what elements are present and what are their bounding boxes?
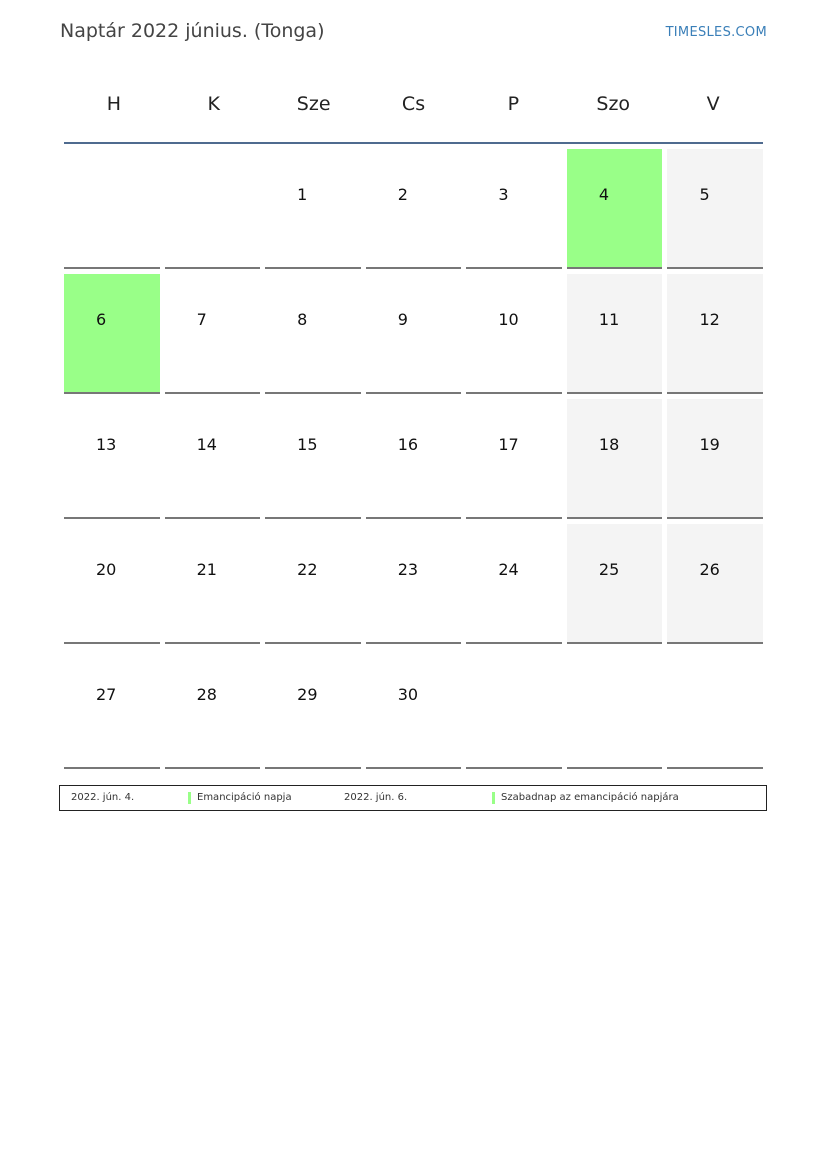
day-number: 2 [397, 185, 408, 204]
day-cell [265, 649, 361, 769]
day-cell [567, 399, 663, 519]
day-number: 27 [96, 685, 117, 704]
day-number: 19 [699, 435, 720, 454]
calendar-week-row [64, 399, 763, 519]
legend-marker-1 [188, 792, 191, 804]
day-number: 17 [498, 435, 519, 454]
day-cell [466, 149, 562, 269]
weekday-saturday: Szo [596, 93, 631, 115]
legend-marker-2 [492, 792, 495, 804]
day-number: 16 [397, 435, 419, 454]
day-number: 18 [598, 435, 620, 454]
day-cell [466, 524, 562, 644]
day-cell [466, 399, 562, 519]
calendar-week-row [64, 649, 763, 769]
calendar-week-row [64, 274, 763, 394]
empty-day-cell [165, 149, 261, 269]
day-cell [64, 524, 160, 644]
day-cell [366, 274, 462, 394]
day-number: 30 [397, 685, 419, 704]
holiday-day-cell [64, 274, 160, 394]
day-number: 26 [699, 560, 720, 579]
day-number: 10 [498, 310, 519, 329]
day-cell [64, 399, 160, 519]
day-cell [265, 524, 361, 644]
day-number: 15 [297, 435, 318, 454]
day-number: 13 [96, 435, 117, 454]
day-cell [366, 649, 462, 769]
day-cell [366, 399, 462, 519]
day-cell [667, 149, 763, 269]
calendar-week-row [64, 149, 763, 269]
weekday-wednesday: Sze [296, 93, 331, 115]
day-number: 6 [96, 310, 107, 329]
calendar-grid [64, 149, 763, 774]
page-title: Naptár 2022 június. (Tonga) [60, 20, 325, 42]
empty-day-cell [567, 649, 663, 769]
holiday-day-cell [567, 149, 663, 269]
legend-date-1: 2022. jún. 4. [71, 792, 135, 803]
day-cell [64, 649, 160, 769]
legend-name-2: Szabadnap az emancipáció napjára [501, 792, 679, 803]
brand-link[interactable]: TIMESLES.COM [665, 25, 767, 40]
calendar-week-row [64, 524, 763, 644]
day-cell [366, 149, 462, 269]
day-cell [265, 274, 361, 394]
legend-date-2: 2022. jún. 6. [344, 792, 408, 803]
day-cell [165, 649, 261, 769]
day-cell [466, 274, 562, 394]
day-number: 9 [397, 310, 408, 329]
day-number: 20 [96, 560, 117, 579]
empty-day-cell [667, 649, 763, 769]
day-cell [667, 274, 763, 394]
day-cell [265, 149, 361, 269]
day-number: 4 [598, 185, 610, 204]
weekday-friday: P [507, 93, 520, 115]
day-number: 3 [498, 185, 509, 204]
day-number: 1 [297, 185, 308, 204]
weekday-header-row [64, 80, 763, 128]
weekday-thursday: Cs [401, 93, 426, 115]
day-number: 21 [196, 560, 217, 579]
day-cell [667, 399, 763, 519]
weekday-monday: H [106, 93, 122, 115]
empty-day-cell [64, 149, 160, 269]
day-cell [165, 524, 261, 644]
weekday-tuesday: K [207, 93, 221, 115]
empty-day-cell [466, 649, 562, 769]
day-number: 8 [297, 310, 308, 329]
day-cell [567, 274, 663, 394]
weekday-sunday: V [706, 93, 720, 115]
day-number: 28 [196, 685, 217, 704]
day-cell [265, 399, 361, 519]
day-number: 25 [598, 560, 620, 579]
day-cell [667, 524, 763, 644]
day-number: 22 [297, 560, 318, 579]
day-cell [567, 524, 663, 644]
day-number: 7 [196, 310, 207, 329]
day-number: 11 [598, 310, 620, 329]
header-divider [64, 142, 763, 144]
day-number: 29 [297, 685, 318, 704]
day-cell [366, 524, 462, 644]
legend-name-1: Emancipáció napja [197, 792, 292, 803]
holiday-legend [59, 785, 767, 811]
day-number: 23 [397, 560, 419, 579]
day-cell [165, 274, 261, 394]
day-number: 14 [196, 435, 217, 454]
day-number: 24 [498, 560, 519, 579]
day-cell [165, 399, 261, 519]
day-number: 5 [699, 185, 710, 204]
day-number: 12 [699, 310, 720, 329]
